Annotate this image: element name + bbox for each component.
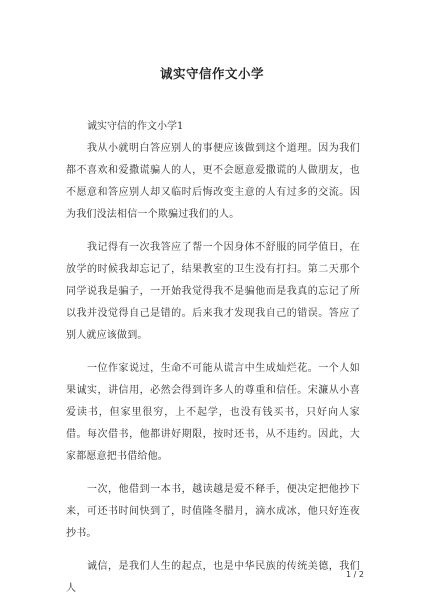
paragraph-1: 我从小就明白答应别人的事便应该做到这个道理。因为我们都不喜欢和爱撒谎骗人的人，更不会愿意爱撒谎的人做朋友，也不愿意和答应别人却又临时后悔改变主意的人有过多的交流。因为我们没法相信一个欺骗过我们的人。 bbox=[66, 143, 360, 220]
document-title: 诚实守信作文小学 bbox=[159, 66, 264, 81]
paragraph-4: 一次，他借到一本书，越读越是爱不释手，便决定把他抄下来，可还书时间快到了，时值隆冬腊月，滴水成冰，他只好连夜抄书。 bbox=[66, 484, 360, 539]
paragraph-2: 我记得有一次我答应了帮一个因身体不舒服的同学值日，在放学的时候我却忘记了，结果教室的卫生没有打扫。第二天那个同学说我是骗子，一开始我觉得我不是骗他而是我真的忘记了所以我并没觉得自己是错的。后来我才发现我自己的错误。答应了别人就应该做到。 bbox=[66, 242, 360, 341]
section-subtitle: 诚实守信的作文小学1 bbox=[87, 121, 184, 132]
document-body bbox=[66, 116, 360, 611]
paragraph-3: 一位作家说过，生命不可能从谎言中生成灿烂花。一个人如果诚实，讲信用，必然会得到许多人的尊重和信任。宋濂从小喜爱读书，但家里很穷，上不起学，也没有钱买书，只好向人家借。每次借书，他都讲好期限，按时还书，从不违约。因此，大家都愿意把书借给他。 bbox=[66, 363, 360, 462]
paragraph-5: 诚信，是我们人生的起点，也是中华民族的传统美德，我们人 bbox=[66, 561, 360, 594]
page-number: 1 / 2 bbox=[346, 570, 364, 579]
